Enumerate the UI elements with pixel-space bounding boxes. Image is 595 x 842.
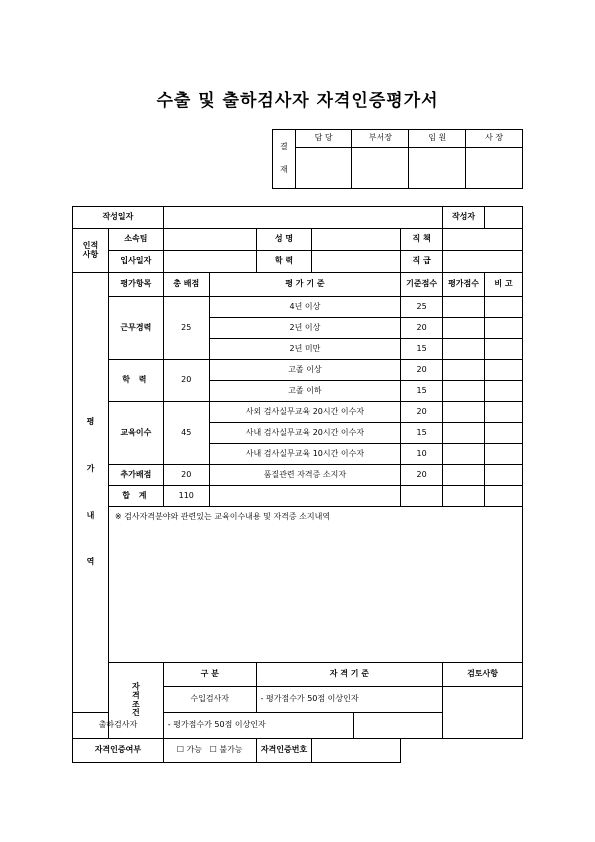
header-item: 평가항목 <box>108 273 163 297</box>
sum-label: 합 계 <box>108 486 163 507</box>
header-base: 기준점수 <box>401 273 443 297</box>
header-score: 평가점수 <box>443 273 485 297</box>
edu-base-2: 15 <box>401 381 443 402</box>
evaluation-side-label: 평 가 내 역 <box>73 273 109 713</box>
join-date-field[interactable] <box>163 251 256 273</box>
training-score-1[interactable] <box>443 402 485 423</box>
approval-label: 결 재 <box>273 130 296 189</box>
author-field[interactable] <box>485 207 523 229</box>
cert-number-field[interactable] <box>312 739 401 763</box>
career-score-2[interactable] <box>443 318 485 339</box>
name-field[interactable] <box>312 229 401 251</box>
career-remark-2[interactable] <box>485 318 523 339</box>
edu-base-1: 20 <box>401 360 443 381</box>
sum-score[interactable] <box>443 486 485 507</box>
qual-criteria-import: - 평가점수가 50점 이상인자 <box>256 687 443 713</box>
evaluation-form <box>72 206 523 763</box>
extra-base: 20 <box>401 465 443 486</box>
qual-review-field[interactable] <box>443 687 523 739</box>
rank-label: 직 급 <box>401 251 443 273</box>
training-score-2[interactable] <box>443 423 485 444</box>
cert-status-label: 자격인증여부 <box>73 739 164 763</box>
training-criteria-1: 사외 검사실무교육 20시간 이수자 <box>209 402 400 423</box>
qual-type-import: 수입검사자 <box>163 687 256 713</box>
education-label: 학 력 <box>256 251 312 273</box>
training-score-3[interactable] <box>443 444 485 465</box>
team-field[interactable] <box>163 229 256 251</box>
edu-score-2[interactable] <box>443 381 485 402</box>
option-possible-checkbox[interactable]: ☐ 가능 <box>176 745 202 755</box>
approval-box <box>272 129 523 189</box>
training-label: 교육이수 <box>108 402 163 465</box>
training-base-2: 15 <box>401 423 443 444</box>
career-criteria-2: 2년 이상 <box>209 318 400 339</box>
name-label: 성 명 <box>256 229 312 251</box>
extra-total: 20 <box>163 465 209 486</box>
extra-remark[interactable] <box>485 465 523 486</box>
qualification-side-label: 자 격 조 건 <box>108 663 163 739</box>
edu-remark-2[interactable] <box>485 381 523 402</box>
footer-blank <box>401 739 523 763</box>
edu-criteria-1: 고졸 이상 <box>209 360 400 381</box>
rank-field[interactable] <box>443 251 523 273</box>
cert-status-options <box>163 739 256 763</box>
edu-total: 20 <box>163 360 209 402</box>
approval-sign-executive[interactable] <box>409 148 466 189</box>
career-total: 25 <box>163 297 209 360</box>
approval-role-manager: 부서장 <box>352 130 409 148</box>
approval-role-staff: 담 당 <box>295 130 352 148</box>
date-label: 작성일자 <box>73 207 164 229</box>
extra-score[interactable] <box>443 465 485 486</box>
education-field[interactable] <box>312 251 401 273</box>
training-total: 45 <box>163 402 209 465</box>
training-remark-2[interactable] <box>485 423 523 444</box>
training-criteria-3: 사내 검사실무교육 10시간 이수자 <box>209 444 400 465</box>
training-criteria-2: 사내 검사실무교육 20시간 이수자 <box>209 423 400 444</box>
edu-remark-1[interactable] <box>485 360 523 381</box>
qual-criteria-shipping: - 평가점수가 50점 이상인자 <box>163 713 354 739</box>
approval-role-president: 사 장 <box>466 130 523 148</box>
approval-sign-staff[interactable] <box>295 148 352 189</box>
position-label: 직 책 <box>401 229 443 251</box>
qual-header-type: 구 분 <box>163 663 256 687</box>
career-score-1[interactable] <box>443 297 485 318</box>
join-date-label: 입사일자 <box>108 251 163 273</box>
header-total: 총 배점 <box>163 273 209 297</box>
notes-text: ※ 검사자격분야와 관련있는 교육이수내용 및 자격증 소지내역 <box>114 512 331 521</box>
header-criteria: 평 가 기 준 <box>209 273 400 297</box>
option-impossible-checkbox[interactable]: ☐ 불가능 <box>209 745 243 755</box>
approval-sign-president[interactable] <box>466 148 523 189</box>
notes-area[interactable] <box>108 507 522 663</box>
position-field[interactable] <box>443 229 523 251</box>
personal-info-label: 인적 사항 <box>73 229 109 273</box>
header-remark: 비 고 <box>485 273 523 297</box>
approval-role-executive: 임 원 <box>409 130 466 148</box>
career-score-3[interactable] <box>443 339 485 360</box>
career-remark-1[interactable] <box>485 297 523 318</box>
cert-number-label: 자격인증번호 <box>256 739 312 763</box>
career-label: 근무경력 <box>108 297 163 360</box>
career-base-2: 20 <box>401 318 443 339</box>
page-title: 수출 및 출하검사자 자격인증평가서 <box>156 91 439 111</box>
training-remark-3[interactable] <box>485 444 523 465</box>
edu-item-label: 학 력 <box>108 360 163 402</box>
qual-header-review: 검토사항 <box>443 663 523 687</box>
career-base-3: 15 <box>401 339 443 360</box>
career-criteria-3: 2년 미만 <box>209 339 400 360</box>
edu-criteria-2: 고졸 이하 <box>209 381 400 402</box>
qual-header-criteria: 자 격 기 준 <box>256 663 443 687</box>
team-label: 소속팀 <box>108 229 163 251</box>
author-label: 작성자 <box>443 207 485 229</box>
career-remark-3[interactable] <box>485 339 523 360</box>
date-field[interactable] <box>163 207 442 229</box>
sum-total: 110 <box>163 486 209 507</box>
career-base-1: 25 <box>401 297 443 318</box>
approval-sign-manager[interactable] <box>352 148 409 189</box>
training-remark-1[interactable] <box>485 402 523 423</box>
career-criteria-1: 4년 이상 <box>209 297 400 318</box>
extra-label: 추가배점 <box>108 465 163 486</box>
sum-remark[interactable] <box>485 486 523 507</box>
qual-type-shipping: 출하검사자 <box>73 713 164 739</box>
training-base-3: 10 <box>401 444 443 465</box>
sum-base <box>401 486 443 507</box>
extra-criteria: 품질관련 자격증 소지자 <box>209 465 400 486</box>
training-base-1: 20 <box>401 402 443 423</box>
edu-score-1[interactable] <box>443 360 485 381</box>
sum-criteria <box>209 486 400 507</box>
